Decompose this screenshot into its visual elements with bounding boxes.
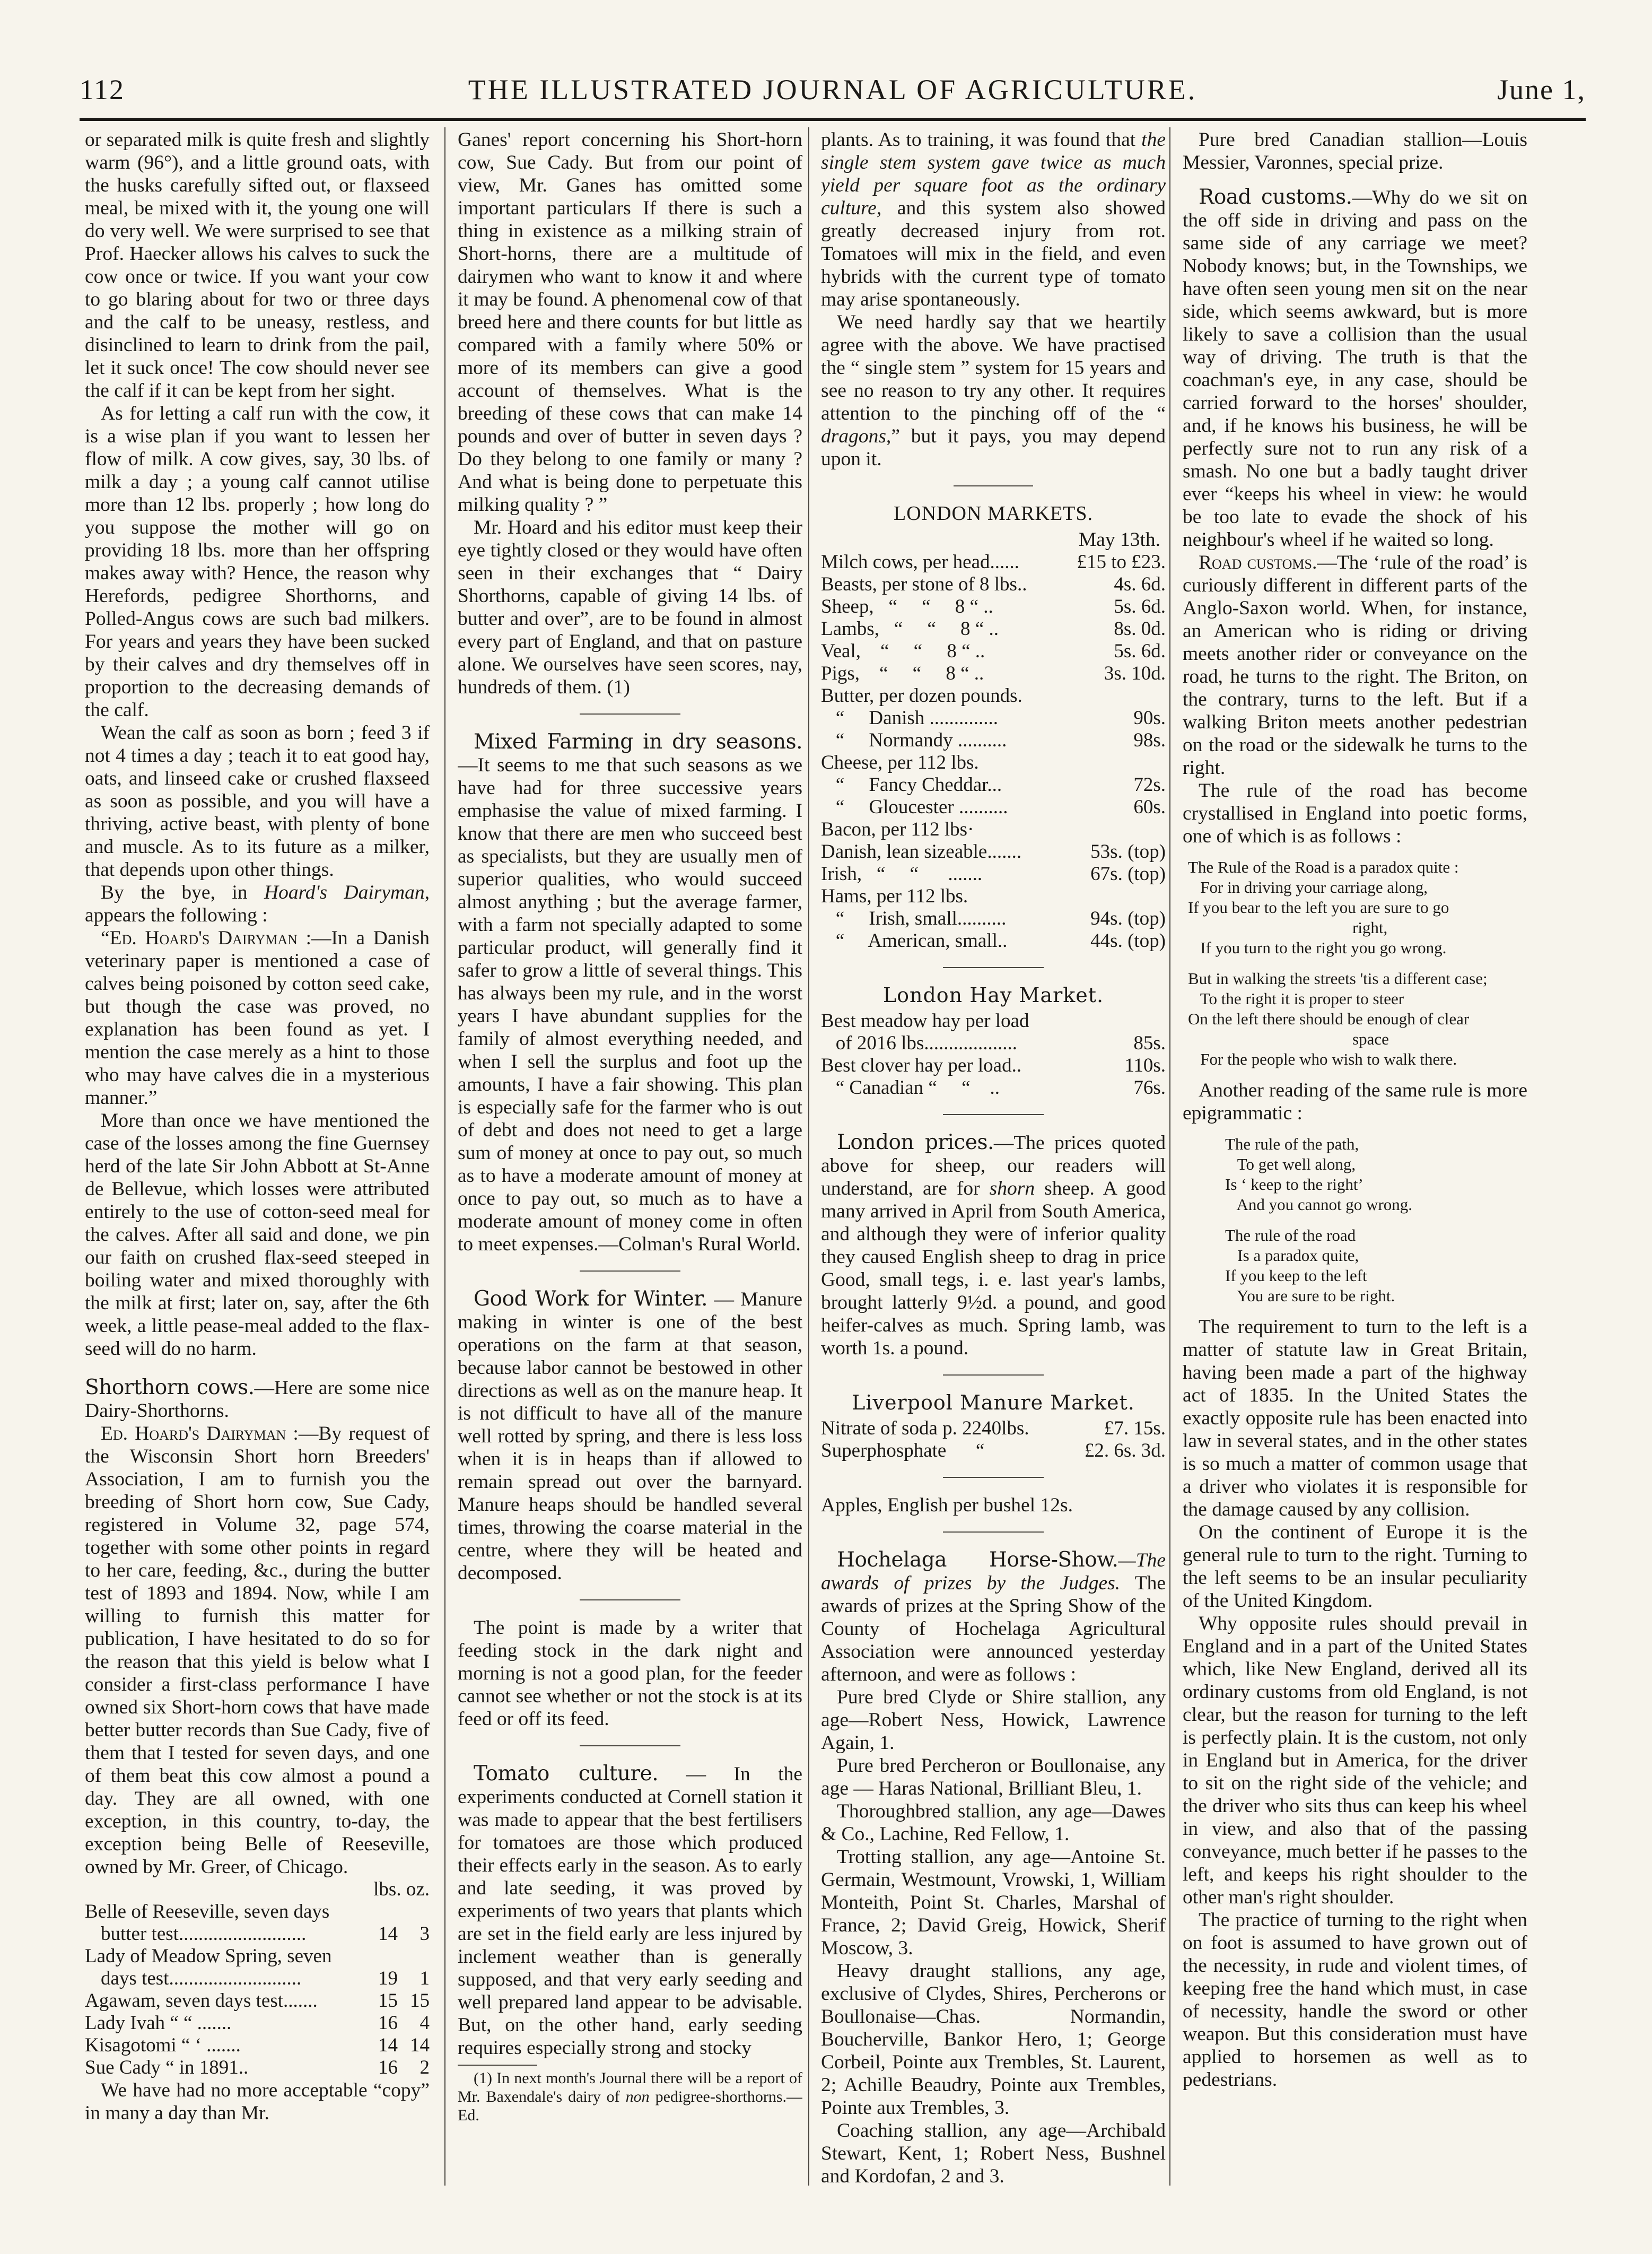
italic-run: Hoard's Dairyman, [264,882,430,903]
market-price [1062,885,1166,908]
table-row [821,551,1166,573]
table-row [821,729,1166,752]
london-markets-table [821,551,1166,952]
table-row [821,841,1166,863]
poem-line: To the right it is proper to steer [1188,989,1404,1008]
paragraph [85,927,430,1109]
hay-market-title: London Hay Market. [882,984,1104,1007]
cow-name: Lady Ivah “ “ ....... [85,2012,232,2034]
market-item: “ Gloucester .......... [821,796,1008,818]
cow-lbs: 14 [378,1923,398,1945]
market-price [1108,1010,1166,1032]
table-row [821,640,1166,663]
table-row [85,1945,430,1968]
cow-name: Agawam, seven days test....... [85,1990,318,2012]
column-1 [85,128,430,2197]
column-rule [808,127,809,2186]
section-rule [943,1114,1044,1115]
table-row [85,1990,430,2012]
cow-oz: 3 [419,1923,430,1945]
section-rule [943,1374,1044,1376]
poem-line: And you cannot go wrong. [1225,1195,1413,1214]
manure-market-table [821,1417,1166,1462]
table-row [821,707,1166,729]
paragraph: Mr. Hoard and his editor must keep their eye tightly closed or they would have often seen in their exchanges that “ Dairy Shorthorns, capable of giving 14 lbs. of butter and over”, are to be found in almost every part of England, and that on pasture alone. We ourselves have seen scores, nay, hundreds of them. (1) [458,517,802,698]
section-rule [943,967,1044,968]
table-row [821,1077,1166,1099]
table-header-row [85,1878,430,1901]
paragraph: Another reading of the same rule is more epigrammatic : [1183,1080,1527,1124]
market-item: Butter, per dozen pounds. [821,685,1022,707]
paragraph: Ganes' report concerning his Short-horn cow, Sue Cady. But from our point of view, Mr. Ganes has omitted some important particulars If there is such a thing in existence as a milking strain of Short-horns, there are a multitude of dairymen who want to know it and where it may be found. A phenomenal cow of that breed here and there counts for but little as compared with a family where 50% or more of its members can give a good account of themselves. What is the breeding of these cows that can make 14 pounds and over of butter in seven days ? Do they belong to one family or many ? And what is being done to perpetuate this milking quality ? ” [458,129,802,516]
table-row [85,2057,430,2079]
market-price: 67s. (top) [1090,863,1166,885]
paragraph [821,128,1166,311]
table-row [821,573,1166,596]
italic-run: dragons, [821,425,891,447]
table-row [821,596,1166,618]
cow-lbs: 16 [378,2057,398,2078]
poem-epigram [1225,1134,1527,1306]
table-row [821,908,1166,930]
table-row [821,1417,1166,1440]
paragraph: The practice of turning to the right when on foot is assumed to have grown out of the necessity, in rude and violent times, of keeping free the hand which must, in case of necessity, handle the sword or other weapon. But this consideration must have applied to horsemen as well as to pedestrians. [1183,1909,1527,2091]
text-run: The awards of prizes at the Spring Show of the County of Hochelaga Agricultural Association were announced yesterday afternoon, and were as follows : [821,1572,1166,1685]
text-run: and this system also showed greatly decreased injury from rot. Tomatoes will mix in the field, and even hybrids with the current type of tomato may arise spontaneously. [821,197,1166,310]
column-4 [1183,128,1527,2197]
market-item: Pigs, “ “ 8 “ .. [821,663,984,684]
market-price: 44s. (top) [1090,930,1166,952]
poem-line: If you turn to the right you go wrong. [1188,938,1447,957]
units-header: lbs. oz. [373,1878,430,1900]
poem-line: Is ‘ keep to the right’ [1225,1175,1363,1194]
cow-name: days test........................... [101,1968,302,1989]
paragraph [1183,551,1527,779]
market-item: “ Canadian “ “ .. [821,1077,1000,1099]
market-price [1062,752,1166,774]
market-item: Best clover hay per load.. [821,1055,1022,1076]
section-heading: Hochelaga Horse-Show. [837,1548,1118,1572]
table-row [821,1010,1166,1032]
market-price: 8s. 0d. [1114,618,1166,640]
market-price: 60s. [1133,796,1166,818]
table-row [821,819,1166,841]
market-price: 110s. [1124,1055,1166,1076]
issue-date: June 1, [1497,74,1586,106]
table-row [821,774,1166,796]
market-item: Milch cows, per head...... [821,551,1020,573]
market-item: Superphosphate “ [821,1440,985,1461]
table-row [85,2012,430,2034]
italic-run: the single stem system gave twice as much yield per square foot as the ordinary culture, [821,129,1166,219]
market-price: 53s. (top) [1090,841,1166,863]
italic-run: non [625,2088,650,2105]
text-run: sheep. A good many arrived in April from South America, and although they were of inferior quality they caused English sheep to drag in price Good, small tegs, i. e. last year's lambs, brought latterly 9½d. a pound, and good heifer-calves as much. Spring lamb, was worth 1s. a pound. [821,1178,1166,1359]
table-row [85,2034,430,2057]
table-row [821,863,1166,885]
paragraph: Pure bred Canadian stallion—Louis Messier, Varonnes, special prize. [1183,129,1527,173]
text-run: “ [101,927,110,949]
market-price [1062,819,1166,841]
table-row [821,752,1166,774]
poem-line: The Rule of the Road is a paradox quite : [1188,858,1459,876]
paragraph: The rule of the road has become crystallised in England into poetic forms, one of which is as follows : [1183,780,1527,847]
market-price: 85s. [1133,1032,1166,1054]
text-run: By the bye, in [101,882,264,903]
poem-line: For the people who wish to walk there. [1188,1050,1457,1068]
section-heading: London prices. [837,1130,994,1154]
paragraph: Coaching stallion, any age—Archibald Stewart, Kent, 1; Robert Ness, Bushnel and Kordofan, 2 and 3. [821,2120,1166,2187]
text-run: (1) In next month's Journal there will be a report of Mr. Baxendale's dairy of [458,2069,802,2105]
poem-line: For in driving your carriage along, [1188,878,1428,897]
cow-oz: 2 [419,2057,430,2078]
cow-name: Belle of Reeseville, seven days [85,1901,330,1922]
paragraph [458,730,802,1256]
cow-name: Kisagotomi “ ‘ ....... [85,2034,241,2056]
section-heading: Mixed Farming in dry seasons. [474,730,802,754]
poem-rule-of-road [1188,857,1527,1069]
paragraph [821,311,1166,471]
paragraph: More than once we have mentioned the case of the losses among the fine Guernsey herd of the late Sir John Abbott at St-Anne de Bellevue, which losses were attributed entirely to the use of cotton-seed meal for the calves. After all said and done, we pin our faith on crushed flax-seed steeped in boiling water and mixed thoroughly with the milk at first; later on, say, after the 6th week, a little pease-meal added to the flax-seed will do no harm. [85,1110,430,1360]
section-heading: Good Work for Winter. [474,1287,708,1311]
paragraph: Why opposite rules should prevail in England and in a part of the United States which, like New England, derived all its ordinary customs from old England, is not clear, but the reason for turning to the left is perfectly plain. It is the custom, not only in England but in America, for the driver to sit on the right side of the vehicle; and the driver who sits thus can keep his wheel in view, and also that of the passing conveyance, much better if he passes to the left, and keeps his right shoulder to the other man's right shoulder. [1183,1613,1527,1908]
header-rule [80,118,1586,121]
journal-title: THE ILLUSTRATED JOURNAL OF AGRICULTURE. [468,74,1198,106]
cow-name: Lady of Meadow Spring, seven [85,1945,332,1967]
paragraph [1183,186,1527,551]
poem-line: The rule of the path, [1225,1135,1359,1153]
poem-line: space [1188,1030,1389,1048]
market-item: Veal, “ “ 8 “ .. [821,640,985,662]
paragraph: Heavy draught stallions, any age, exclusive of Clydes, Shires, Percherons or Boullonaise—Chas. Normandin, Boucherville, Bankor Hero, 1; George Corbeil, Pointe aux Trembles, St. Laurent, 2; Achille Beaudry, Pointe aux Trembles, Pointe aux Trembles, 3. [821,1960,1166,2119]
section-heading: Shorthorn cows. [85,1376,255,1399]
cow-lbs: 19 [378,1968,398,1989]
market-item: Sheep, “ “ 8 “ .. [821,596,993,617]
paragraph [458,1762,802,2059]
paragraph: On the continent of Europe it is the general rule to turn to the right. Turning to the left seems to be an insular peculiarity of the United Kingdom. [1183,1521,1527,1612]
cow-lbs: 15 [378,1990,398,2012]
table-row [821,618,1166,640]
table-row [85,1923,430,1945]
text-run: —The prices quoted above for sheep, our readers will understand, are for [821,1132,1166,1199]
cow-lbs: 16 [378,2012,398,2034]
market-price: 3s. 10d. [1104,663,1166,684]
paragraph [85,881,430,927]
market-price: 5s. 6d. [1114,640,1166,662]
market-price [1062,685,1166,707]
cow-name: butter test.......................... [101,1923,307,1945]
table-row [821,663,1166,685]
cow-oz: 15 [410,1990,430,2012]
table-row [85,1968,430,1990]
paragraph [85,1376,430,1422]
market-price: 4s. 6d. [1114,573,1166,595]
paragraph [458,1287,802,1585]
column-3 [821,128,1166,2197]
section-rule [580,713,680,715]
market-item: Lambs, “ “ 8 “ .. [821,618,999,640]
table-row [821,885,1166,908]
table-row [821,1055,1166,1077]
text-run: :—In a Danish veterinary paper is mentioned a case of calves being poisoned by cotton seed cake, but though the case was proved, no explanation has been found as yet. I mention the case merely as a hint to those who may have calves die in a mysterious manner.” [85,927,430,1109]
poem-line: You are sure to be right. [1225,1286,1395,1305]
market-item: “ Normandy .......... [821,729,1007,751]
market-item: “ Fancy Cheddar... [821,774,1002,796]
page-header [80,73,1586,115]
footnote [458,2069,802,2125]
italic-run: —The awards of prizes by the Judges. [821,1550,1166,1594]
paragraph: Pure bred Percheron or Boullonaise, any age — Haras National, Brilliant Bleu, 1. [821,1755,1166,1799]
page-number: 112 [80,74,125,106]
text-run: —Why do we sit on the off side in driving and pass on the same side of any carriage we meet? Nobody knows; but, in the Townships, we have often seen young men sit on the near side, which seems awkward, but is more likely to save a collision than the usual way of driving. The truth is that the coachman's eye, in any case, should be carried forward to the horses' shoulder, and, if he knows his business, he will be perfectly sure not to run any risk of a smash. No one but a badly taught driver ever “keeps his wheel in view: he would be too late to evade the shock of his neighbour's wheel if he waited so long. [1183,187,1527,551]
poem-line: If you keep to the left [1225,1266,1367,1285]
market-item: Cheese, per 112 lbs. [821,752,979,773]
column-rule [1169,127,1170,2186]
hay-market-table [821,1010,1166,1099]
market-item: Hams, per 112 lbs. [821,885,968,907]
paragraph: As for letting a calf run with the cow, it is a wise plan if you want to lessen her flow of milk. A cow gives, say, 30 lbs. of milk a day ; a young calf cannot utilise more than 12 lbs. properly ; how long do you suppose the mother will go on providing 18 lbs. more than her offspring makes away with? Hence, the reason why Herefords, pedigree Shorthorns, and Polled-Angus cows are such bad milkers. For years and years they have been sucked by their calves and dry themselves off in proportion to the decreasing demands of the calf. [85,403,430,721]
text-run: ” but it pays, you may depend upon it. [821,425,1166,470]
cow-oz: 14 [410,2034,430,2056]
paragraph: The requirement to turn to the left is a matter of statute law in Great Britain, having been made a part of the highway act of 1835. In the United States the exactly opposite rule has been enacted into law in several states, and in the other states is so much a matter of common usage that a driver who violates it is responsible for the damage caused by any collision. [1183,1316,1527,1520]
section-rule [943,1477,1044,1478]
poem-line: To get well along, [1225,1155,1356,1173]
market-item: “ Irish, small.......... [821,908,1007,929]
paragraph: We have had no more acceptable “copy” in many a day than Mr. [85,2079,430,2124]
text-run: —The ‘rule of the road’ is curiously different in different parts of the Anglo-Saxon world. When, for instance, an American who is riding or driving meets another rider or conveyance on the road, he turns to the right. The Briton, on the contrary, turns to the left. But if a walking Briton meets another pedestrian on the road or the sidewalk he turns to the right. [1183,552,1527,779]
poem-line: If you bear to the left you are sure to go [1188,898,1449,917]
table-row [821,930,1166,952]
text-run: —It seems to me that such seasons as we have had for three successive years emphasise the value of mixed farming. I know that there are men who succeed best as specialists, but they are usually men of superior qualities, who would succeed almost anything ; but the average farmer, with a farm not specially adapted to some particular product, will generally find it safer to grow a little of several things. This has always been my rule, and in the worst years I have abundant supplies for the family of almost everything needed, and when I sell the surplus and foot up the amounts, I have a fair showing. This plan is especially safe for the farmer who is out of debt and does not need to get a large sum of money at once to pay out, so much as to have a moderate amount of money at once to pay out, so much as to have a moderate amount of money come in often to meet expenses.—Colman's Rural World. [458,754,802,1255]
poem-line: The rule of the road [1225,1226,1356,1245]
table-row [821,1032,1166,1055]
market-item: Best meadow hay per load [821,1010,1029,1032]
market-item: Nitrate of soda p. 2240lbs. [821,1417,1029,1439]
spacer [85,1360,430,1376]
market-price: 5s. 6d. [1114,596,1166,617]
section-rule [943,1531,1044,1533]
market-item: Irish, “ “ ....... [821,863,983,885]
poem-line [1188,958,1527,969]
cow-lbs: 14 [378,2034,398,2056]
poem-line [1225,1215,1527,1225]
market-item: “ American, small.. [821,930,1008,952]
spacer [1183,174,1527,186]
market-price: 90s. [1133,707,1166,729]
market-item: of 2016 lbs................... [821,1032,1017,1054]
manure-market-title: Liverpool Manure Market. [852,1391,1135,1414]
text-run: plants. As to training, it was found that [821,129,1142,151]
text-run: pedigree-shorthorns.—Ed. [458,2088,802,2124]
poem-line: On the left there should be enough of clear [1188,1009,1470,1028]
column-rule [444,127,445,2186]
market-item: “ Danish .............. [821,707,998,729]
text-run: appears the following : [85,904,268,926]
section-rule [580,1599,680,1600]
paragraph: The point is made by a writer that feeding stock in the dark night and morning is not a good plan, for the feeder cannot see whether or not the stock is at its feed or off its feed. [458,1617,802,1730]
smallcaps-run: Ed. Hoard's Dairyman [101,1423,286,1444]
market-price: 76s. [1133,1077,1166,1099]
section-rule [580,1745,680,1746]
apples-price: Apples, English per bushel 12s. [821,1494,1073,1516]
markets-date: May 13th. [1078,529,1160,551]
paragraph: Pure bred Clyde or Shire stallion, any age—Robert Ness, Howick, Lawrence Again, 1. [821,1686,1166,1754]
cow-oz: 4 [419,2012,430,2034]
text-run: —Here are some nice Dairy-Shorthorns. [85,1377,430,1422]
market-item: Danish, lean sizeable....... [821,841,1022,863]
italic-run: shorn [989,1178,1035,1199]
smallcaps-run: Ed. Hoard's Dairyman [109,927,298,949]
market-item: Bacon, per 112 lbs· [821,819,974,840]
text-run: — Manure making in winter is one of the best operations on the farm at that season, because labor cannot be bestowed in other directions as well as on the manure heap. It is not difficult to have all of the manure well rotted by spring, and there is less loss when it is in heaps than if allowed to remain spread out over the barnyard. Manure heaps should be handled several times, throwing the coarse material in the centre, where they will be heated and decomposed. [458,1289,802,1584]
london-markets-title: LONDON MARKETS. [894,502,1093,525]
poem-line: Is a paradox quite, [1225,1246,1359,1265]
poem-line: But in walking the streets 'tis a different case; [1188,969,1488,988]
market-price: £15 to £23. [1077,551,1166,573]
paragraph: or separated milk is quite fresh and slightly warm (96°), and a little ground oats, with the husks carefully sifted out, or flaxseed meal, be mixed with it, the young one will do very well. We were surprised to see that Prof. Haecker allows his calves to suck the cow once or twice. If you want your cow to go blaring about for two or three days and the calf to be uneasy, restless, and disinclined to learn to drink from the pail, let it suck once! The cow should never see the calf if it can be kept from her sight. [85,129,430,402]
paragraph [821,1548,1166,1686]
section-rule [580,1270,680,1272]
market-price: 72s. [1133,774,1166,796]
text-run: We need hardly say that we heartily agree with the above. We have practised the “ single stem ” system for 15 years and see no reason to try any other. It requires attention to the pinching off of the “ [821,311,1166,424]
butter-test-table [85,1878,430,2079]
section-heading: Tomato culture. [474,1762,659,1786]
market-item: Beasts, per stone of 8 lbs.. [821,573,1027,595]
market-price: 98s. [1133,729,1166,751]
section-rule [954,485,1033,486]
market-price: 94s. (top) [1090,908,1166,929]
market-price: £7. 15s. [1104,1417,1166,1439]
paragraph [85,1422,430,1878]
column-2 [458,128,802,2197]
paragraph: Thoroughbred stallion, any age—Dawes & Co., Lachine, Red Fellow, 1. [821,1800,1166,1845]
paragraph: Wean the calf as soon as born ; feed 3 if not 4 times a day ; teach it to eat good hay, oats, and linseed cake or crushed flaxseed as soon as possible, and you will have a thriving, active beast, with plenty of bone and muscle. As to its future as a milker, that depends upon other things. [85,722,430,881]
text-run: :—By request of the Wisconsin Short horn Breeders' Association, I am to furnish you the breeding of Short horn cow, Sue Cady, registered in Volume 32, page 574, together with some other points in regard to her care, feeding, &c., during the butter test of 1893 and 1894. Now, while I am willing to furnish this matter for publication, I have hesitated to do so for the reason that this yield is below what I consider a first-class performance I have owned six Short-horn cows that have made better butter records than Sue Cady, five of them that I tested for seven days, and one of them beat this cow almost a pound a day. They are all owned, with one exception, in this country, to-day, the exception being Belle of Reeseville, owned by Mr. Greer, of Chicago. [85,1423,430,1878]
smallcaps-run: Road customs. [1199,552,1317,573]
footnote-rule [458,2065,537,2066]
table-row [821,796,1166,819]
paragraph: Trotting stallion, any age—Antoine St. Germain, Westmount, Vrowski, 1, William Monteith, Point St. Charles, Marshal of France, 2; David Greig, Howick, Sherif Moscow, 3. [821,1846,1166,1959]
poem-line: right, [1188,918,1388,937]
section-heading: Road customs. [1199,185,1352,209]
table-row [821,1440,1166,1462]
table-row [821,685,1166,707]
cow-name: Sue Cady “ in 1891.. [85,2057,249,2078]
paragraph [821,1131,1166,1360]
market-price: £2. 6s. 3d. [1084,1440,1166,1461]
text-run: — In the experiments conducted at Cornell station it was made to appear that the best fertilisers for tomatoes are those which produced their effects early in the season. As to early and late seeding, it was proved by experiments of two years that plants which are set in the field early are less injured by inclement weather than is generally supposed, and that very early seeding and well prepared land appear to be advisable. But, on the other hand, early seeding requires especially strong and stocky [458,1763,802,2059]
cow-oz: 1 [419,1968,430,1989]
table-row [85,1901,430,1923]
